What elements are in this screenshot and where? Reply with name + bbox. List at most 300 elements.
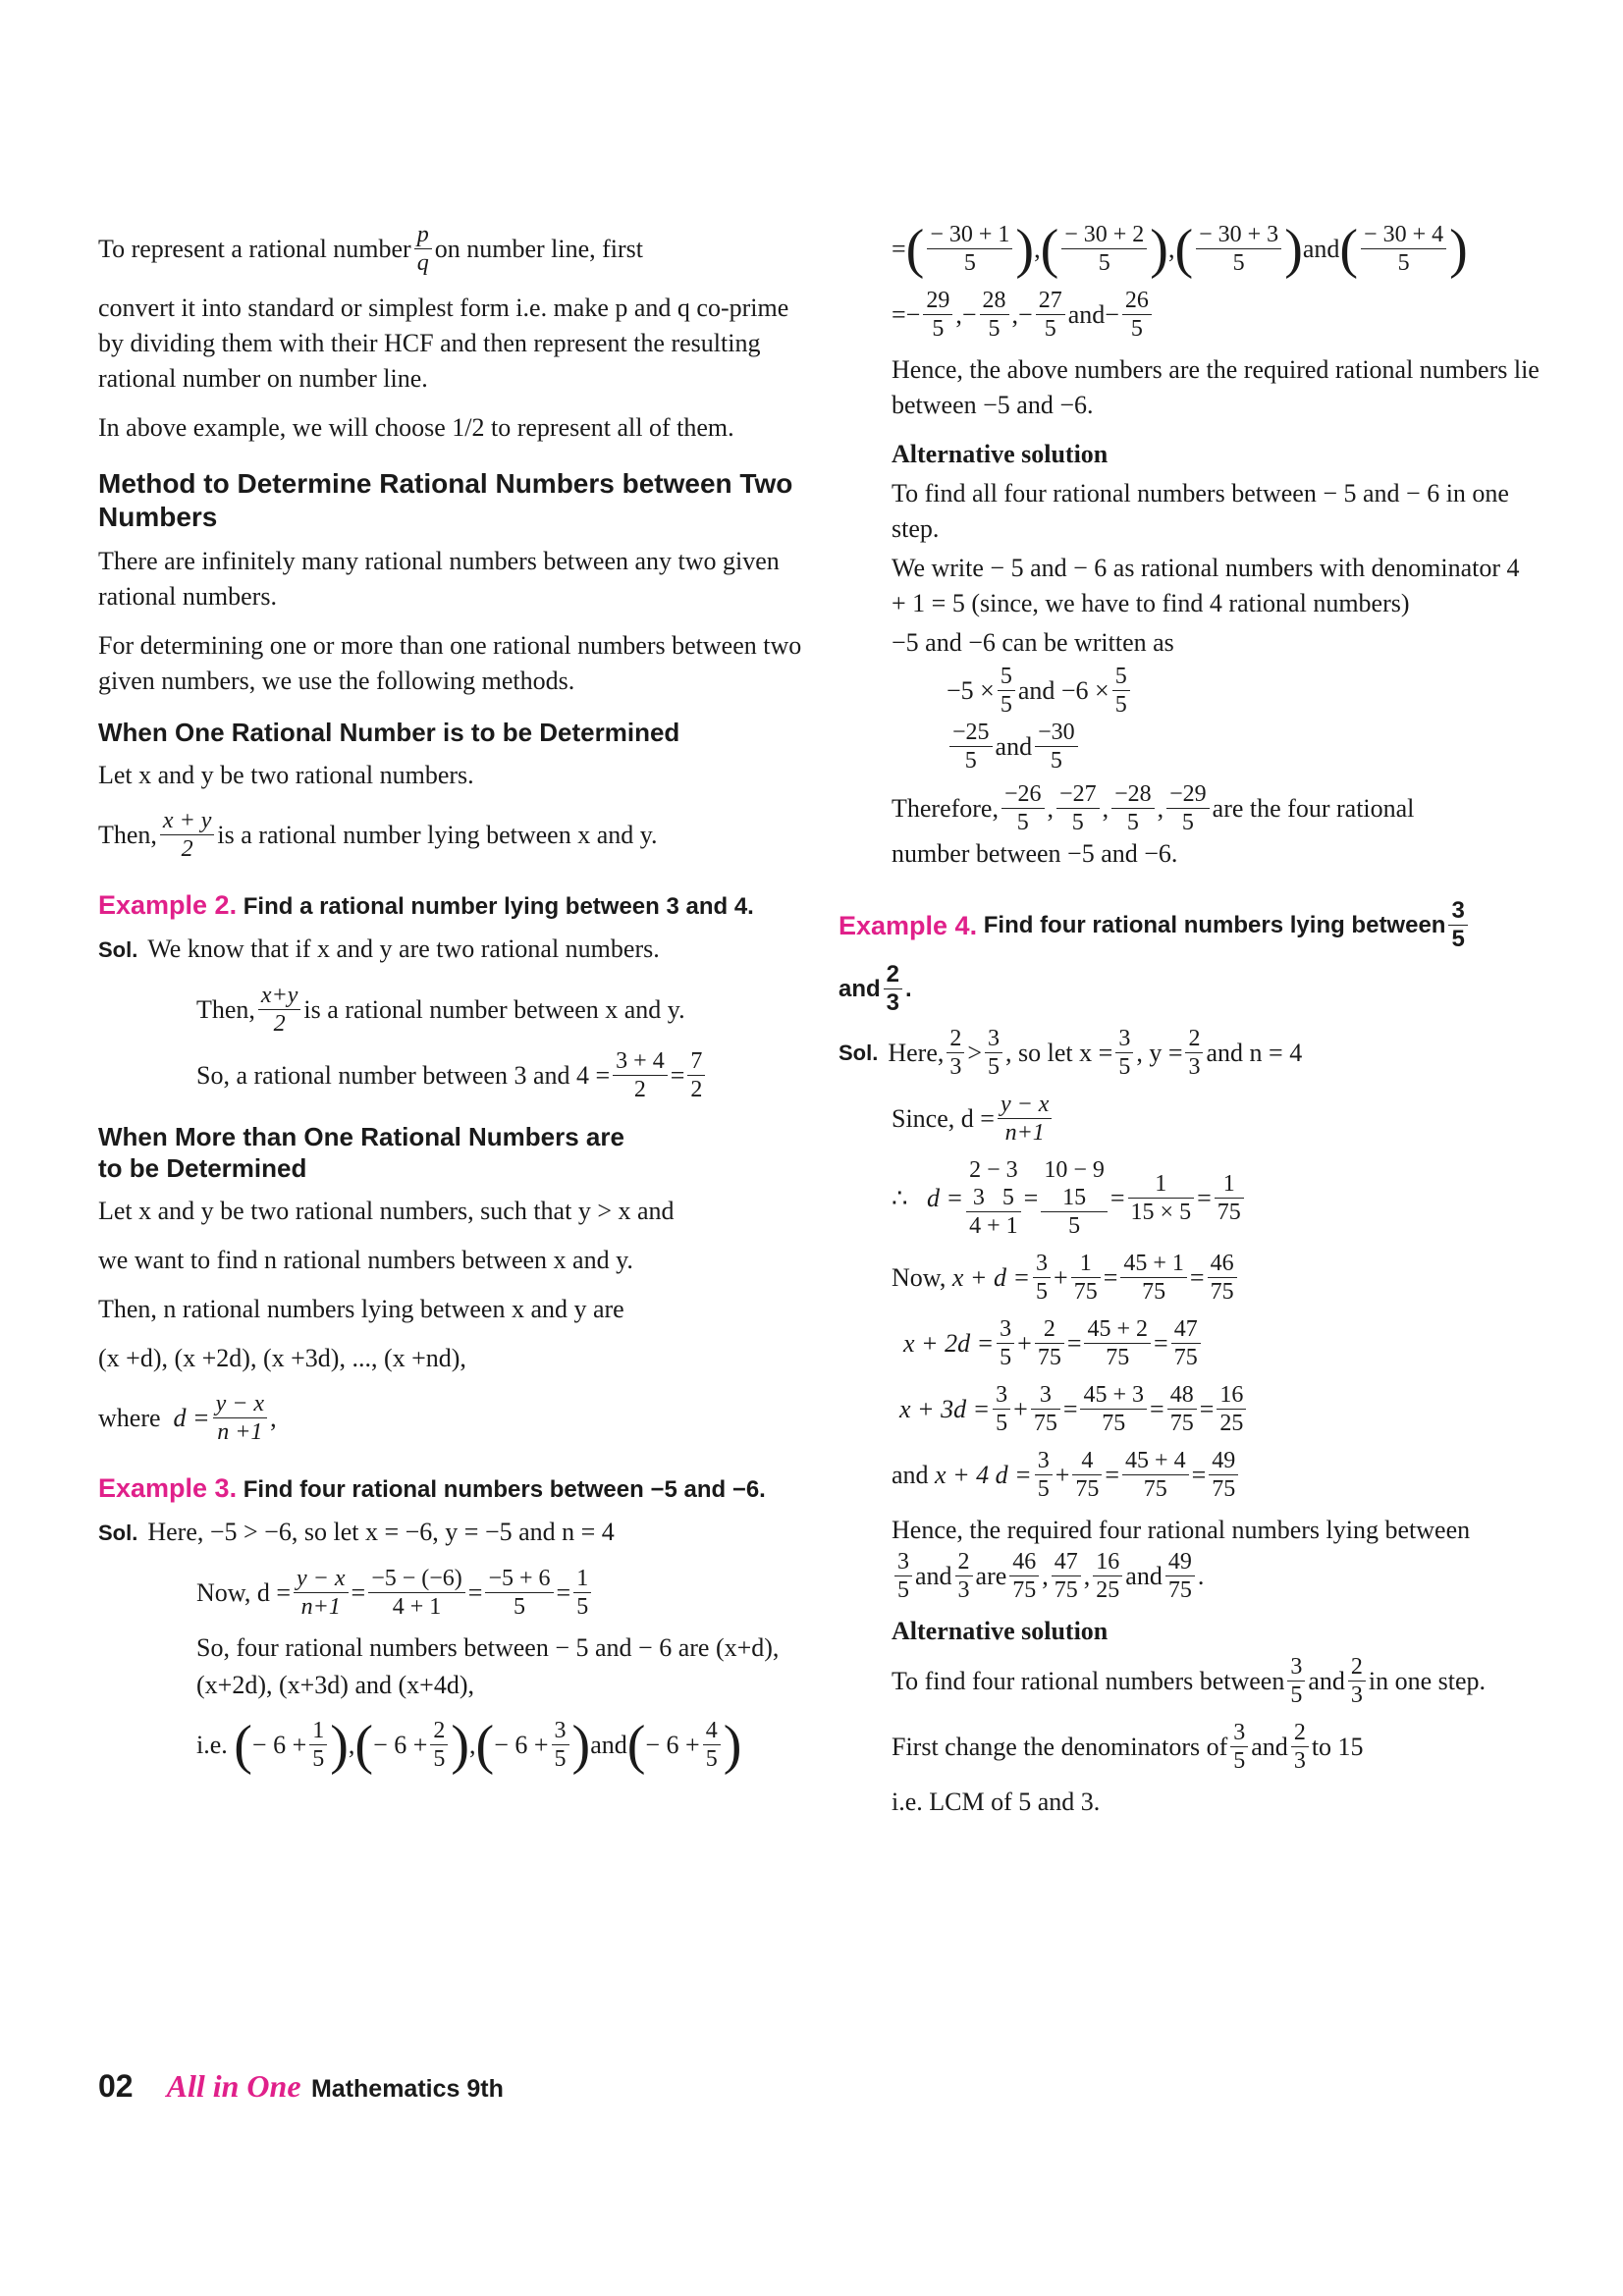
footer-title — [167, 2068, 504, 2105]
page-number: 02 — [98, 2068, 134, 2104]
text: 5 — [1001, 1185, 1014, 1210]
paren: ) — [1284, 218, 1303, 280]
fraction — [980, 287, 1009, 343]
frac-den: 2 — [273, 1011, 286, 1037]
text: − 6 + — [373, 1730, 428, 1759]
frac-num: 45 + 1 — [1120, 1250, 1187, 1278]
fraction — [703, 1717, 721, 1773]
subject-title: Mathematics 9th — [310, 2075, 504, 2103]
frac-den: 2 — [690, 1077, 703, 1102]
frac-den: 5 — [897, 1577, 909, 1603]
fraction — [998, 663, 1015, 719]
text: − 6 + — [645, 1730, 700, 1759]
text: First change the denominators of — [892, 1732, 1228, 1761]
paren: ( — [1040, 218, 1059, 280]
frac-den: 3 — [1188, 1054, 1201, 1080]
fraction — [1128, 1170, 1195, 1226]
text: = — [892, 234, 906, 263]
heading-more-rational: When More than One Rational Numbers are to be Determined — [98, 1122, 624, 1183]
frac-den: n+1 — [300, 1594, 341, 1620]
frac-num: 16 — [1217, 1381, 1246, 1410]
text: and — [915, 1561, 952, 1590]
frac-den: 5 — [1000, 1345, 1012, 1370]
frac-den: 5 — [1068, 1213, 1081, 1239]
frac-den: 75 — [1217, 1200, 1241, 1225]
text: . — [1197, 1561, 1205, 1590]
frac-den: 5 — [1114, 692, 1127, 718]
frac-num: 3 — [997, 1315, 1014, 1344]
frac-num: 46 — [1009, 1548, 1039, 1576]
r-mult-line — [892, 663, 1540, 719]
paren: ( — [905, 218, 925, 280]
frac-den: 3 — [1350, 1682, 1363, 1708]
heading-method: Method to Determine Rational Numbers between Two Numbers — [98, 468, 793, 532]
frac-den: 25 — [1096, 1577, 1120, 1603]
fraction — [573, 1565, 591, 1621]
example-label: Example 2. — [98, 890, 238, 920]
ex3-so-line-2: (x+2d), (x+3d) and (x+4d), — [196, 1671, 474, 1699]
frac-den: 5 — [1098, 250, 1110, 276]
fraction — [1093, 1548, 1122, 1604]
frac-num: 3 — [1115, 1025, 1133, 1053]
paren: ( — [475, 1714, 495, 1776]
frac-den: 5 — [1397, 250, 1410, 276]
frac-num: 4 — [703, 1717, 721, 1745]
fraction — [213, 1390, 268, 1446]
frac-num: 45 + 4 — [1122, 1447, 1189, 1475]
frac-num: 1 — [573, 1565, 591, 1593]
fraction — [1035, 719, 1078, 774]
frac-num: x + y — [160, 807, 215, 835]
heading-one-rational: When One Rational Number is to be Determined — [98, 718, 680, 747]
frac-num: 3 — [985, 1025, 1002, 1053]
frac-den: 5 — [1290, 1682, 1303, 1708]
frac-num: 2 — [1291, 1719, 1309, 1747]
text: 3 — [1005, 1157, 1018, 1183]
frac-den: 5 — [705, 1746, 718, 1772]
ex4-d-calc — [892, 1156, 1540, 1240]
frac-num: 3 — [1031, 1381, 1060, 1410]
fraction — [1001, 780, 1045, 836]
fraction — [1035, 1447, 1053, 1503]
text: and n = 4 — [1206, 1038, 1303, 1067]
ex3-so-line: So, four rational numbers between − 5 and − 6 are (x+d), — [196, 1633, 780, 1662]
text: − — [987, 1157, 1001, 1183]
frac-den: 5 — [1233, 1748, 1246, 1774]
alt-solution-heading: Alternative solution — [892, 440, 1109, 468]
fraction — [1072, 1447, 1102, 1503]
frac-num: 1 — [1128, 1170, 1195, 1199]
frac-num: 3 + 4 — [613, 1047, 668, 1076]
ex4-sol-line — [839, 1025, 1540, 1081]
frac-num: 3 — [894, 1548, 912, 1576]
right-hence: Hence, the required four rational numbers lying between — [892, 1516, 1471, 1544]
frac-num: −29 — [1166, 780, 1210, 809]
right-column — [839, 218, 1540, 1834]
text: and — [1302, 234, 1340, 263]
frac-den: 5 — [1451, 926, 1465, 952]
frac-den: 5 — [312, 1746, 325, 1772]
fraction — [1171, 1315, 1201, 1371]
text: x + d = — [951, 1262, 1031, 1292]
text: . — [905, 975, 912, 1002]
paren: ) — [723, 1714, 742, 1776]
text: Here, −5 > −6, so let x = −6, y = −5 and n = 4 — [147, 1518, 615, 1546]
left-para-2: convert it into standard or simplest form i.e. make p and q co-prime by dividing them with their HCF and then represent the resulting rational number on number line. — [98, 294, 789, 393]
frac-den: 5 — [1118, 1054, 1131, 1080]
fraction — [1056, 780, 1100, 836]
text: are — [975, 1561, 1007, 1590]
paren: ) — [1449, 218, 1468, 280]
text: − — [961, 299, 977, 329]
frac-den: 5 — [1181, 810, 1194, 835]
text: = — [1105, 1460, 1120, 1489]
frac-den: 4 + 1 — [392, 1594, 442, 1620]
text: in one step. — [1368, 1666, 1487, 1695]
ex3-d-line — [98, 1565, 805, 1621]
text: = — [1197, 1183, 1212, 1212]
text: > — [967, 1038, 983, 1067]
frac-num: 27 — [1036, 287, 1065, 315]
fraction — [1215, 1170, 1244, 1226]
text: Here, — [888, 1038, 945, 1067]
frac-num: 47 — [1171, 1315, 1201, 1344]
ex4-result-line: $\frac{3}{5}$ and $\frac{2}{3}$ are $\frac{46}{75}$ , $\frac{47}{75}$ , $\frac{16}{25}$ and $\frac{49}{75}$ . — [892, 1548, 1540, 1604]
text: and — [1125, 1561, 1163, 1590]
fraction — [997, 1315, 1014, 1371]
frac-den: 75 — [1102, 1411, 1126, 1436]
fraction — [1061, 221, 1147, 277]
right-para-3: We write − 5 and − 6 as rational numbers with denominator 4 + 1 = 5 (since, we have to find 4 rational numbers) — [892, 554, 1520, 617]
ex2-sol-line — [98, 932, 805, 968]
paren: ) — [1015, 218, 1035, 280]
text: and — [1251, 1732, 1288, 1761]
frac-den: 3 — [957, 1577, 970, 1603]
text: = — [1103, 1262, 1118, 1292]
fraction — [998, 1091, 1053, 1147]
frac-den: q — [416, 250, 429, 276]
frac-num: − 30 + 1 — [927, 221, 1012, 249]
frac-den: 5 — [1050, 748, 1062, 774]
frac-den: 4 + 1 — [969, 1213, 1018, 1239]
frac-den: 75 — [1173, 1345, 1198, 1370]
text: = — [351, 1577, 366, 1607]
fraction — [1209, 1447, 1238, 1503]
text: is a rational number lying between x and y. — [217, 820, 658, 849]
paren: ) — [1150, 218, 1168, 280]
text: = — [1191, 1460, 1207, 1489]
sol-label: Sol. — [839, 1040, 879, 1065]
frac-num: 5 — [1112, 663, 1130, 691]
fraction — [1361, 221, 1446, 277]
text: 15 — [1062, 1185, 1087, 1210]
frac-num — [966, 1156, 1021, 1212]
text: d = — [927, 1183, 964, 1212]
frac-num: 3 — [1448, 897, 1467, 926]
right-para-1: Hence, the above numbers are the required rational numbers lie between −5 and −6. — [892, 355, 1540, 419]
fraction — [613, 1047, 668, 1103]
ex3-ie-line — [98, 1714, 805, 1776]
fraction — [923, 287, 952, 343]
frac-den: 75 — [1037, 1345, 1061, 1370]
text: = — [1109, 1183, 1125, 1212]
left-para-9: we want to find n rational numbers between x and y. — [98, 1246, 633, 1274]
text: , so let x = — [1005, 1038, 1113, 1067]
example-text: Find four rational numbers lying between — [983, 911, 1446, 938]
frac-den: 5 — [988, 316, 1001, 342]
text: − — [1105, 299, 1119, 329]
ex4-x3d-line — [892, 1381, 1540, 1437]
frac-den: 3 — [1293, 1748, 1306, 1774]
frac-num: 2 — [1348, 1653, 1366, 1682]
frac-num: −25 — [949, 719, 993, 747]
text: Now, d = — [196, 1577, 292, 1607]
frac-den: 5 — [963, 250, 976, 276]
sol-label: Sol. — [98, 1521, 138, 1545]
paren: ( — [1339, 218, 1359, 280]
frac-num: 16 — [1093, 1548, 1122, 1576]
text: , y = — [1136, 1038, 1183, 1067]
frac-num: p — [414, 221, 432, 249]
left-para-6: Let x and y be two rational numbers. — [98, 761, 474, 789]
frac-den: 75 — [1142, 1279, 1166, 1305]
fraction — [1208, 1250, 1237, 1306]
fraction — [1080, 1381, 1147, 1437]
frac-den: 5 — [932, 316, 945, 342]
frac-den: 3 — [949, 1054, 962, 1080]
frac-num: 2 — [947, 1025, 964, 1053]
fraction — [1120, 1250, 1187, 1306]
fraction — [1287, 1653, 1305, 1709]
frac-den: 75 — [1167, 1577, 1192, 1603]
text: We know that if x and y are two rational numbers. — [147, 934, 660, 963]
example-4-title — [839, 897, 1540, 953]
frac-num: −26 — [1001, 780, 1045, 809]
frac-den: 5 — [1130, 316, 1143, 342]
fraction — [949, 719, 993, 774]
frac-num: 3 — [1033, 1250, 1051, 1278]
fraction — [1167, 1381, 1197, 1437]
fraction — [1035, 1315, 1064, 1371]
text: are the four rational — [1212, 793, 1415, 823]
frac-den: 15 × 5 — [1130, 1200, 1192, 1225]
frac-num: 2 — [884, 961, 902, 989]
text: − — [1018, 299, 1033, 329]
text: = — [1154, 1328, 1168, 1358]
r-row-1: = ( $\frac{- 30 + 1}{5}$ ) , ( $\frac{- 30 + 2}{5}$ ) , ( $\frac{- 30 + 3}{5}$ ) and ( $\frac{- 30 + 4}{5}$ ) — [892, 218, 1468, 280]
fraction — [258, 982, 301, 1038]
fraction — [1031, 1381, 1060, 1437]
text: = — [1189, 1262, 1205, 1292]
r-row-2: = − $\frac{29}{5}$ , − $\frac{28}{5}$ , − $\frac{27}{5}$ and − $\frac{26}{5}$ — [892, 287, 1540, 343]
example-label: Example 3. — [98, 1473, 238, 1503]
frac-num: − 30 + 3 — [1196, 221, 1281, 249]
r-written-line — [892, 719, 1540, 774]
alt-solution-heading-2: Alternative solution — [892, 1617, 1109, 1645]
frac-den: 5 — [1016, 810, 1029, 835]
frac-den: 75 — [1169, 1411, 1194, 1436]
frac-num: −28 — [1111, 780, 1155, 809]
fraction — [1185, 1025, 1203, 1081]
fraction — [1348, 1653, 1366, 1709]
frac-num: 1 — [309, 1717, 327, 1745]
sol-label: Sol. — [98, 937, 138, 962]
fraction — [955, 1548, 973, 1604]
frac-den: 2 — [181, 836, 193, 862]
frac-num: 1 — [1071, 1250, 1101, 1278]
example-text: and — [839, 975, 881, 1002]
frac-num: 3 — [552, 1717, 569, 1745]
text: = — [1062, 1394, 1078, 1423]
frac-num — [1041, 1156, 1108, 1212]
frac-den: 5 — [433, 1746, 446, 1772]
paren: ( — [354, 1714, 374, 1776]
fraction — [1122, 1447, 1189, 1503]
fraction — [160, 807, 215, 863]
frac-den: 5 — [1037, 1476, 1050, 1502]
ex4-xd-line — [892, 1250, 1540, 1306]
r-therefore-line: Therefore, $\frac{-26}{5}$ , $\frac{-27}{5}$ , $\frac{-28}{5}$ , $\frac{-29}{5}$ are the four rational — [892, 781, 1415, 835]
paren: ) — [571, 1714, 591, 1776]
frac-num: − 30 + 4 — [1361, 221, 1446, 249]
paren: ( — [626, 1714, 646, 1776]
text: on number line, first — [434, 234, 644, 263]
page-footer — [98, 2068, 504, 2105]
text: −5 × — [947, 675, 995, 705]
ex2-then-line — [98, 982, 805, 1038]
frac-den: 2 — [633, 1077, 646, 1102]
where-d-formula — [98, 1390, 805, 1446]
text: where — [98, 1403, 161, 1432]
frac-den: 5 — [1036, 1279, 1049, 1305]
ex3-sol-line — [98, 1515, 805, 1551]
fraction — [966, 1156, 1021, 1240]
fraction — [294, 1565, 349, 1621]
ex4-x2d-line — [892, 1315, 1540, 1371]
frac-num: 47 — [1052, 1548, 1081, 1576]
frac-num: 2 — [955, 1548, 973, 1576]
fraction — [1041, 1156, 1108, 1240]
frac-num: 29 — [923, 287, 952, 315]
fraction — [1166, 780, 1210, 836]
text: + — [1017, 1328, 1032, 1358]
fraction — [1165, 1548, 1195, 1604]
paren: ( — [1174, 218, 1194, 280]
frac-num: 49 — [1165, 1548, 1195, 1576]
paren: ) — [330, 1714, 349, 1776]
text: and — [892, 1460, 929, 1489]
text: − 6 + — [251, 1730, 307, 1759]
fraction — [368, 1565, 465, 1621]
frac-den: 5 — [964, 748, 977, 774]
left-para-8: Let x and y be two rational numbers, such that y > x and — [98, 1197, 675, 1225]
left-formula-xy — [98, 807, 805, 863]
frac-num: 2 — [1035, 1315, 1064, 1344]
frac-den: 75 — [1073, 1279, 1098, 1305]
left-para-1 — [98, 221, 805, 277]
frac-num: 5 — [998, 663, 1015, 691]
text: = — [1066, 1328, 1082, 1358]
ex2-so-line — [98, 1047, 805, 1103]
fraction — [687, 1047, 705, 1103]
left-para-3: In above example, we will choose 1/2 to represent all of them. — [98, 413, 734, 442]
right-para-9: i.e. LCM of 5 and 3. — [892, 1788, 1101, 1816]
frac-den: 5 — [988, 1054, 1001, 1080]
frac-den: 75 — [1054, 1577, 1078, 1603]
paren: ( — [234, 1714, 252, 1776]
right-para-2: To find all four rational numbers between − 5 and − 6 in one step. — [892, 479, 1509, 543]
text: = — [556, 1577, 571, 1607]
example-text: Find four rational numbers between −5 and −6. — [243, 1476, 766, 1503]
frac-num: 26 — [1122, 287, 1152, 315]
frac-den: 5 — [1232, 250, 1245, 276]
frac-num: − 30 + 2 — [1061, 221, 1147, 249]
frac-den: 5 — [1044, 316, 1056, 342]
text: = — [1023, 1183, 1039, 1212]
left-para-11: (x +d), (x +2d), (x +3d), ..., (x +nd), — [98, 1344, 466, 1372]
therefore-symbol: ∴ — [892, 1183, 908, 1212]
frac-num: −5 − (−6) — [368, 1565, 465, 1593]
ex4-x4d-line — [892, 1447, 1540, 1503]
frac-num: y − x — [213, 1390, 268, 1418]
frac-num: 2 — [430, 1717, 448, 1745]
fraction — [309, 1717, 327, 1773]
text: , — [469, 1730, 476, 1759]
text: − 6 + — [494, 1730, 549, 1759]
fraction — [1196, 221, 1281, 277]
text: + — [1055, 1460, 1070, 1489]
text: + — [1054, 1262, 1068, 1292]
frac-den: 5 — [1126, 810, 1139, 835]
frac-num: −5 + 6 — [485, 1565, 553, 1593]
frac-den: 75 — [1075, 1476, 1100, 1502]
frac-num: 1 — [1215, 1170, 1244, 1199]
frac-den: 75 — [1210, 1279, 1234, 1305]
text: and — [590, 1730, 627, 1759]
fraction — [1448, 897, 1467, 953]
text: is a rational number between x and y. — [303, 994, 685, 1024]
left-para-4: There are infinitely many rational numbers between any two given rational numbers. — [98, 547, 780, 611]
fraction — [985, 1025, 1002, 1081]
fraction — [430, 1717, 448, 1773]
frac-den: 75 — [1012, 1577, 1037, 1603]
frac-den: 75 — [1106, 1345, 1130, 1370]
frac-num: 48 — [1167, 1381, 1197, 1410]
fraction — [894, 1548, 912, 1604]
frac-den: 5 — [514, 1594, 525, 1620]
fraction — [1111, 780, 1155, 836]
brand-logo: All in One — [166, 2068, 301, 2104]
fraction — [993, 1381, 1010, 1437]
text: Now, — [892, 1262, 947, 1292]
text: = — [467, 1577, 483, 1607]
frac-num: 3 — [1287, 1653, 1305, 1682]
example-3-title — [98, 1471, 805, 1507]
text: Therefore, — [892, 793, 999, 823]
right-para-6: number between −5 and −6. — [892, 839, 1178, 868]
frac-num: 3 — [1035, 1447, 1053, 1475]
frac-num: 2 — [1185, 1025, 1203, 1053]
fraction — [485, 1565, 553, 1621]
text: To find four rational numbers between — [892, 1666, 1285, 1695]
text: Since, d = — [892, 1103, 995, 1133]
fraction — [884, 961, 902, 1017]
text: 10 − 9 — [1044, 1157, 1105, 1183]
fraction — [1033, 1250, 1051, 1306]
right-para-4: −5 and −6 can be written as — [892, 628, 1174, 657]
text: x + 4 d = — [935, 1460, 1032, 1489]
frac-num: −27 — [1056, 780, 1100, 809]
